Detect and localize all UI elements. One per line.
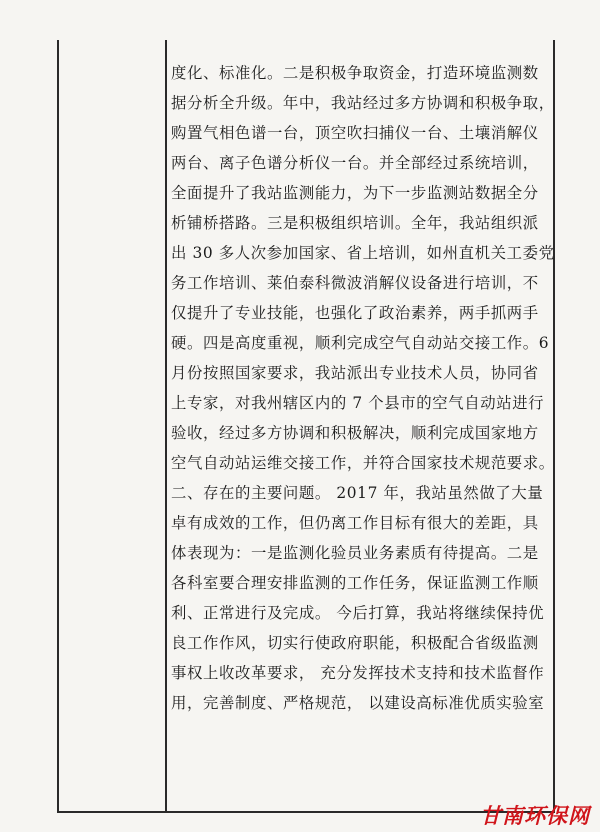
text-line: 全面提升了我站监测能力，为下一步监测站数据全分 <box>171 184 539 202</box>
text-line: 月份按照国家要求，我站派出专业技术人员，协同省 <box>171 364 539 382</box>
text-line: 事权上收改革要求， 充分发挥技术支持和技术监督作 <box>171 664 545 682</box>
text-line: 空气自动站运维交接工作，并符合国家技术规范要求。 <box>171 454 555 472</box>
text-line: 硬。四是高度重视，顺利完成空气自动站交接工作。6 <box>171 334 550 352</box>
text-line: 度化、标准化。二是积极争取资金，打造环境监测数 <box>171 64 539 82</box>
text-line: 用，完善制度、严格规范， 以建设高标准优质实验室 <box>171 694 545 712</box>
text-line: 良工作作风，切实行使政府职能，积极配合省级监测 <box>171 634 539 652</box>
text-line: 卓有成效的工作，但仍离工作目标有很大的差距，具 <box>171 514 539 532</box>
text-line: 各科室要合理安排监测的工作任务，保证监测工作顺 <box>171 574 539 592</box>
text-line: 析铺桥搭路。三是积极组织培训。全年，我站组织派 <box>171 214 539 232</box>
table-cell-content <box>171 58 555 718</box>
text-line: 购置气相色谱一台，顶空吹扫捕仪一台、土壤消解仪 <box>171 124 539 142</box>
text-line: 二、存在的主要问题。 2017 年，我站虽然做了大量 <box>171 484 544 502</box>
text-line: 仅提升了专业技能，也强化了政治素养，两手抓两手 <box>171 304 539 322</box>
text-line: 务工作培训、莱伯泰科微波消解仪设备进行培训，不 <box>171 274 539 292</box>
text-line: 两台、离子色谱分析仪一台。并全部经过系统培训， <box>171 154 539 172</box>
text-line: 体表现为：一是监测化验员业务素质有待提高。二是 <box>171 544 539 562</box>
text-line: 利、正常进行及完成。 今后打算，我站将继续保持优 <box>171 604 545 622</box>
document-table <box>57 40 555 813</box>
site-watermark: 甘南环保网 <box>480 804 590 828</box>
text-line: 验收，经过多方协调和积极解决，顺利完成国家地方 <box>171 424 539 442</box>
column-divider <box>165 40 167 811</box>
text-line: 出 30 多人次参加国家、省上培训，如州直机关工委党 <box>171 244 555 262</box>
text-line: 上专家，对我州辖区内的 7 个县市的空气自动站进行 <box>171 394 545 412</box>
text-line: 据分析全升级。年中，我站经过多方协调和积极争取， <box>171 94 555 112</box>
